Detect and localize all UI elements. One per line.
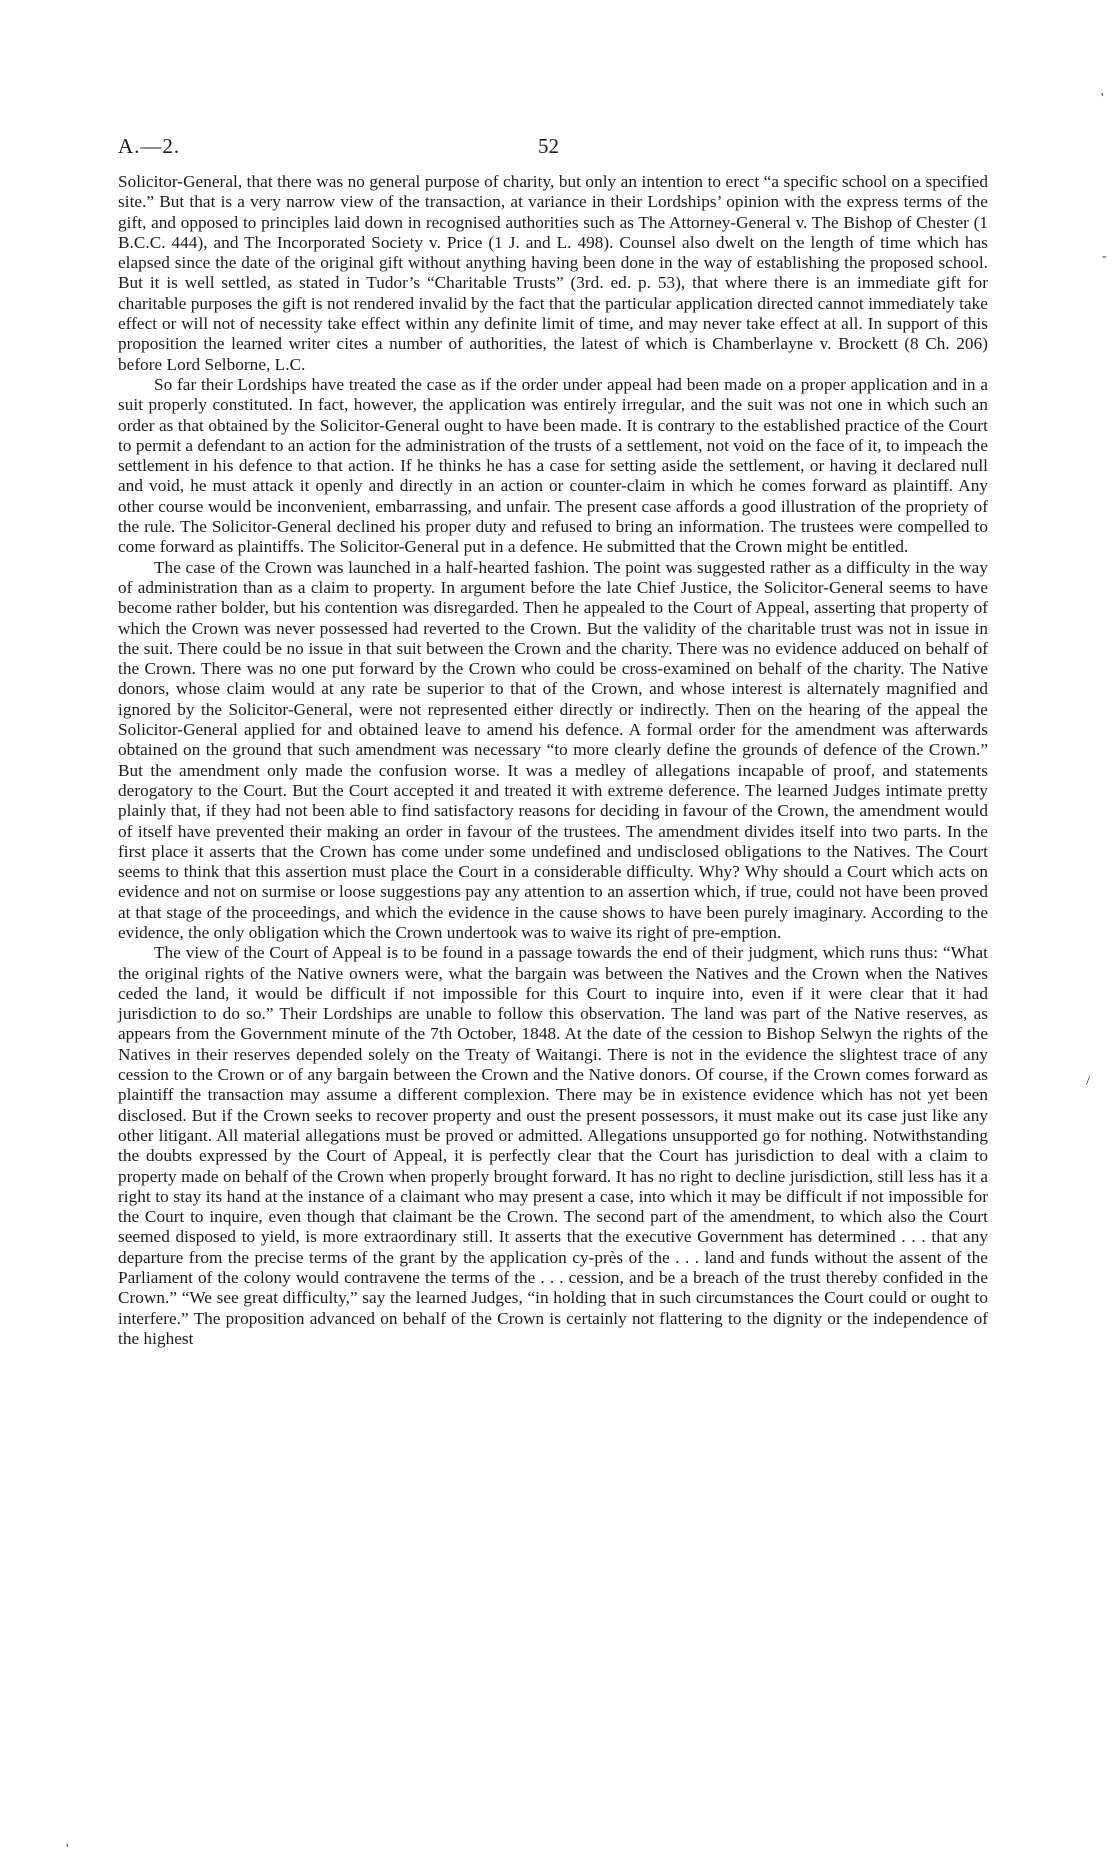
page-header bbox=[118, 134, 978, 164]
paragraph-4: The view of the Court of Appeal is to be found in a passage towards the end of their judgment, which runs thus: “What the original rights of the Native owners were, what the bargain was between the Natives and the Crown when the Natives ceded the land, it would be difficult if not impossible for this Court to inquire into, even if it were clear that it had jurisdiction to do so.” Their Lordships are unable to follow this observation. The land was part of the Native reserves, as appears from the Government minute of the 7th October, 1848. At the date of the cession to Bishop Selwyn the rights of the Natives in their reserves depended solely on the Treaty of Waitangi. There is not in the evidence the slightest trace of any cession to the Crown or of any bargain between the Crown and the Native donors. Of course, if the Crown comes forward as plaintiff the transaction may assume a different complexion. There may be in existence evidence which has not yet been disclosed. But if the Crown seeks to recover property and oust the present possessors, it must make out its case just like any other litigant. All material allegations must be proved or admitted. Allegations unsupported go for nothing. Notwithstanding the doubts expressed by the Court of Appeal, it is perfectly clear that the Court has jurisdiction to deal with a claim to property made on behalf of the Crown when properly brought forward. It has no right to decline jurisdiction, still less has it a right to stay its hand at the instance of a claimant who may present a case, into which it may be difficult if not impossible for the Court to inquire, even though that claimant be the Crown. The second part of the amendment, to which also the Court seemed disposed to yield, is more extraordinary still. It asserts that the executive Government has determined . . . that any departure from the precise terms of the grant by the application cy-près of the . . . land and funds without the assent of the Parliament of the colony would contravene the terms of the . . . cession, and be a breach of the trust thereby confided in the Crown.” “We see great difficulty,” say the learned Judges, “in holding that in such circumstances the Court could or ought to interfere.” The proposition advanced on behalf of the Crown is certainly not flattering to the dignity or the independence of the highest bbox=[118, 943, 988, 1348]
margin-mark: / bbox=[1086, 1074, 1090, 1089]
document-reference: A.—2. bbox=[118, 134, 181, 158]
margin-mark: ' bbox=[66, 1842, 69, 1857]
margin-mark: - bbox=[1102, 249, 1107, 264]
paragraph-2: So far their Lordships have treated the case as if the order under appeal had been made on a proper application and in a suit properly constituted. In fact, however, the application was entirely irregular, and the suit was not one in which such an order as that obtained by the Solicitor-General ought to have been made. It is contrary to the established practice of the Court to permit a defendant to an action for the administration of the trusts of a settlement, not void on the face of it, to impeach the settlement in his defence to that action. If he thinks he has a case for setting aside the settlement, or having it declared null and void, he must attack it openly and directly in an action or counter-claim in which he comes forward as plaintiff. Any other course would be inconvenient, embarrassing, and unfair. The present case affords a good illustration of the propriety of the rule. The Solicitor-General declined his proper duty and refused to bring an information. The trustees were compelled to come forward as plaintiffs. The Solicitor-General put in a defence. He submitted that the Crown might be entitled. bbox=[118, 374, 988, 557]
margin-mark: ' bbox=[1101, 91, 1104, 106]
paragraph-1: Solicitor-General, that there was no general purpose of charity, but only an intention to erect “a specific school on a specified site.” But that is a very narrow view of the transaction, at variance in their Lordships’ opinion with the express terms of the gift, and opposed to principles laid down in recognised authorities such as The Attorney-General v. The Bishop of Chester (1 B.C.C. 444), and The Incorporated Society v. Price (1 J. and L. 498). Counsel also dwelt on the length of time which has elapsed since the date of the original gift without anything having been done in the way of establishing the proposed school. But it is well settled, as stated in Tudor’s “Charitable Trusts” (3rd. ed. p. 53), that where there is an immediate gift for charitable purposes the gift is not rendered invalid by the fact that the particular application directed cannot immediately take effect or will not of necessity take effect within any definite limit of time, and may never take effect at all. In support of this proposition the learned writer cites a number of authorities, the latest of which is Chamberlayne v. Brockett (8 Ch. 206) before Lord Selborne, L.C. bbox=[118, 172, 988, 374]
page-number: 52 bbox=[538, 134, 559, 158]
body-text bbox=[118, 172, 988, 1349]
paragraph-3: The case of the Crown was launched in a half-hearted fashion. The point was suggested rather as a difficulty in the way of administration than as a claim to property. In argument before the late Chief Justice, the Solicitor-General seems to have become rather bolder, but his contention was disregarded. Then he appealed to the Court of Appeal, asserting that property of which the Crown was never possessed had reverted to the Crown. But the validity of the charitable trust was not in issue in the suit. There could be no issue in that suit between the Crown and the charity. There was no evidence adduced on behalf of the Crown. There was no one put forward by the Crown who could be cross-examined on behalf of the charity. The Native donors, whose claim would at any rate be superior to that of the Crown, and whose interest is alternately magnified and ignored by the Solicitor-General, were not represented either directly or indirectly. Then on the hearing of the appeal the Solicitor-General applied for and obtained leave to amend his defence. A formal order for the amendment was afterwards obtained on the ground that such amendment was necessary “to more clearly define the grounds of defence of the Crown.” But the amendment only made the confusion worse. It was a medley of allegations incapable of proof, and statements derogatory to the Court. But the Court accepted it and treated it with extreme deference. The learned Judges intimate pretty plainly that, if they had not been able to find satisfactory reasons for deciding in favour of the Crown, the amendment would of itself have prevented their making an order in favour of the trustees. The amendment divides itself into two parts. In the first place it asserts that the Crown has come under some undefined and undisclosed obligations to the Natives. The Court seems to think that this assertion must place the Court in a considerable difficulty. Why? Why should a Court which acts on evidence and not on surmise or loose suggestions pay any attention to an assertion which, if true, could not have been proved at that stage of the proceedings, and which the evidence in the cause shows to have been purely imaginary. According to the evidence, the only obligation which the Crown undertook was to waive its right of pre-emption. bbox=[118, 557, 988, 942]
